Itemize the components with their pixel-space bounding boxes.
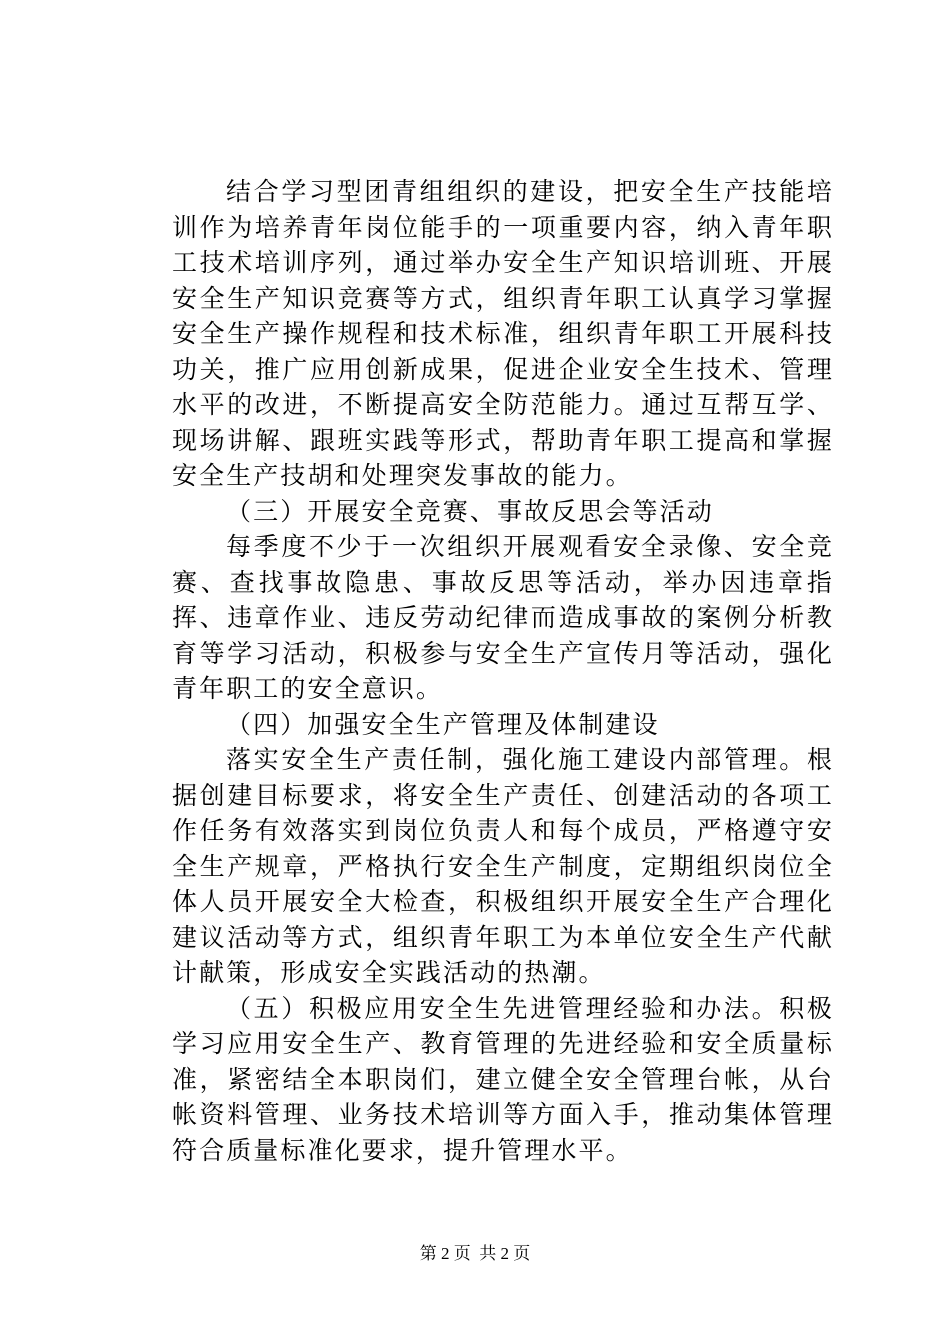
page-footer <box>0 1243 950 1265</box>
paragraph-management: 落实安全生产责任制，强化施工建设内部管理。根据创建目标要求，将安全生产责任、创建活动的各项工作任务有效落实到岗位负责人和每个成员，严格遵守安全生产规章，严格执行安全生产制度，定期组织岗位全体人员开展安全大检查，积极组织开展安全生产合理化建议活动等方式，组织青年职工为本单位安全生产代献计献策，形成安全实践活动的热潮。 <box>172 745 834 987</box>
page-number: 第 2 页 共 2 页 <box>419 1244 531 1263</box>
section-heading-3: （三）开展安全竞赛、事故反思会等活动 <box>226 496 714 526</box>
paragraph-training: 结合学习型团青组组织的建设，把安全生产技能培训作为培养青年岗位能手的一项重要内容，纳入青年职工技术培训序列，通过举办安全生产知识培训班、开展安全生产知识竞赛等方式，组织青年职工认真学习掌握安全生产操作规程和技术标准，组织青年职工开展科技功关，推广应用创新成果，促进企业安全生技术、管理水平的改进，不断提高安全防范能力。通过互帮互学、现场讲解、跟班实践等形式，帮助青年职工提高和掌握安全生产技胡和处理突发事故的能力。 <box>172 177 834 490</box>
paragraph-competition: 每季度不少于一次组织开展观看安全录像、安全竞赛、查找事故隐患、事故反思等活动，举办因违章指挥、违章作业、违反劳动纪律而造成事故的案例分析教育等学习活动，积极参与安全生产宣传月等活动，强化青年职工的安全意识。 <box>172 532 834 703</box>
paragraph-experience: （五）积极应用安全生先进管理经验和办法。积极学习应用安全生产、教育管理的先进经验和安全质量标准，紧密结全本职岗们，建立健全安全管理台帐，从台帐资料管理、业务技术培训等方面入手，推动集体管理符合质量标准化要求，提升管理水平。 <box>172 993 834 1165</box>
document-body <box>172 174 834 1168</box>
section-heading-4: （四）加强安全生产管理及体制建设 <box>226 709 660 739</box>
